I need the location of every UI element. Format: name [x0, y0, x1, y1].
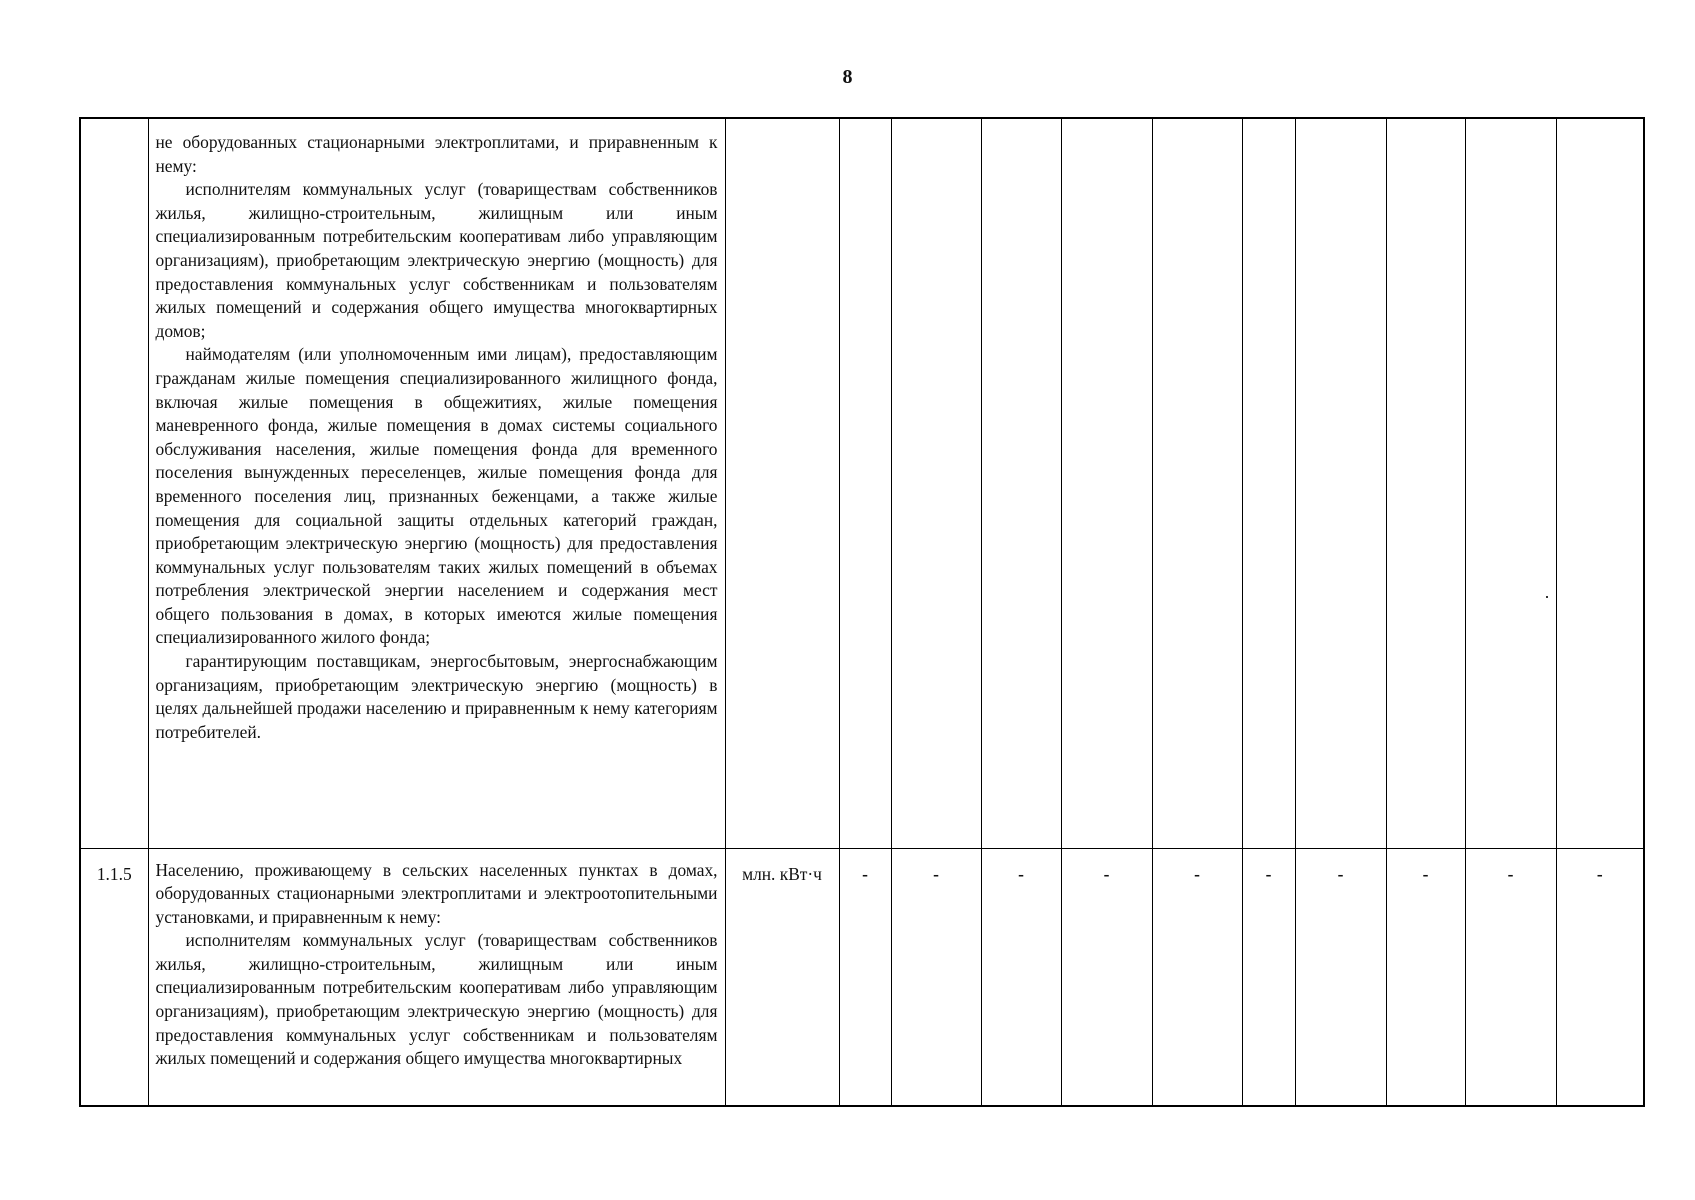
description-paragraph: исполнителям коммунальных услуг (товариществам собственников жилья, жилищно-строительным, жилищным или иным специализированным потребительским кооперативам либо управляющим организациям), приобретающим электрическую энергию (мощность) для предоставления коммунальных услуг собственникам и пользователям жилых помещений и содержания общего имущества многоквартирных домов;	[155, 179, 718, 341]
value-cell: -	[891, 848, 981, 1106]
value-cell: -	[839, 848, 891, 1106]
value-cell: -	[1242, 848, 1295, 1106]
value-cell: -	[981, 848, 1061, 1106]
unit-cell	[725, 118, 839, 848]
value-cell: -	[1061, 848, 1152, 1106]
row-number-cell	[80, 118, 148, 848]
value-cell	[1061, 118, 1152, 848]
value-cell	[1556, 118, 1644, 848]
value-cell	[891, 118, 981, 848]
table-row	[80, 118, 1644, 848]
value-cell: -	[1556, 848, 1644, 1106]
value-cell	[839, 118, 891, 848]
value-cell	[1465, 118, 1556, 848]
row-description-cell	[148, 848, 725, 1106]
value-cell	[981, 118, 1061, 848]
value-cell: -	[1465, 848, 1556, 1106]
page-number: 8	[842, 66, 853, 88]
value-cell: -	[1295, 848, 1386, 1106]
value-cell: -	[1386, 848, 1465, 1106]
row-number-cell: 1.1.5	[80, 848, 148, 1106]
data-table	[79, 117, 1645, 1107]
scan-speck	[1546, 596, 1548, 598]
description-paragraph: исполнителям коммунальных услуг (товариществам собственников жилья, жилищно-строительным, жилищным или иным специализированным потребительским кооперативам либо управляющим организациям), приобретающим электрическую энергию (мощность) для предоставления коммунальных услуг собственникам и пользователям жилых помещений и содержания общего имущества многоквартирных	[155, 930, 718, 1069]
description-paragraph: не оборудованных стационарными электроплитами, и приравненным к нему:	[155, 132, 718, 176]
table-row	[80, 848, 1644, 1106]
description-paragraph: наймодателям (или уполномоченным ими лицам), предоставляющим гражданам жилые помещения специализированного жилищного фонда, включая жилые помещения в общежитиях, жилые помещения маневренного фонда, жилые помещения в домах системы социального обслуживания населения, жилые помещения фонда для временного поселения вынужденных переселенцев, жилые помещения фонда для временного поселения лиц, признанных беженцами, а также жилые помещения для социальной защиты отдельных категорий граждан, приобретающим электрическую энергию (мощность) для предоставления коммунальных услуг пользователям таких жилых помещений в объемах потребления электрической энергии населением и содержания мест общего пользования в домах, в которых имеются жилые помещения специализированного жилого фонда;	[155, 344, 718, 648]
value-cell	[1386, 118, 1465, 848]
unit-cell: млн. кВт·ч	[725, 848, 839, 1106]
row-description-cell	[148, 118, 725, 848]
value-cell	[1152, 118, 1242, 848]
value-cell	[1242, 118, 1295, 848]
value-cell: -	[1152, 848, 1242, 1106]
description-paragraph: Населению, проживающему в сельских населенных пунктах в домах, оборудованных стационарными электроплитами и электроотопительными установками, и приравненным к нему:	[155, 859, 718, 927]
value-cell	[1295, 118, 1386, 848]
description-paragraph: гарантирующим поставщикам, энергосбытовым, энергоснабжающим организациям, приобретающим электрическую энергию (мощность) в целях дальнейшей продажи населению и приравненным к нему категориям потребителей.	[155, 651, 718, 742]
